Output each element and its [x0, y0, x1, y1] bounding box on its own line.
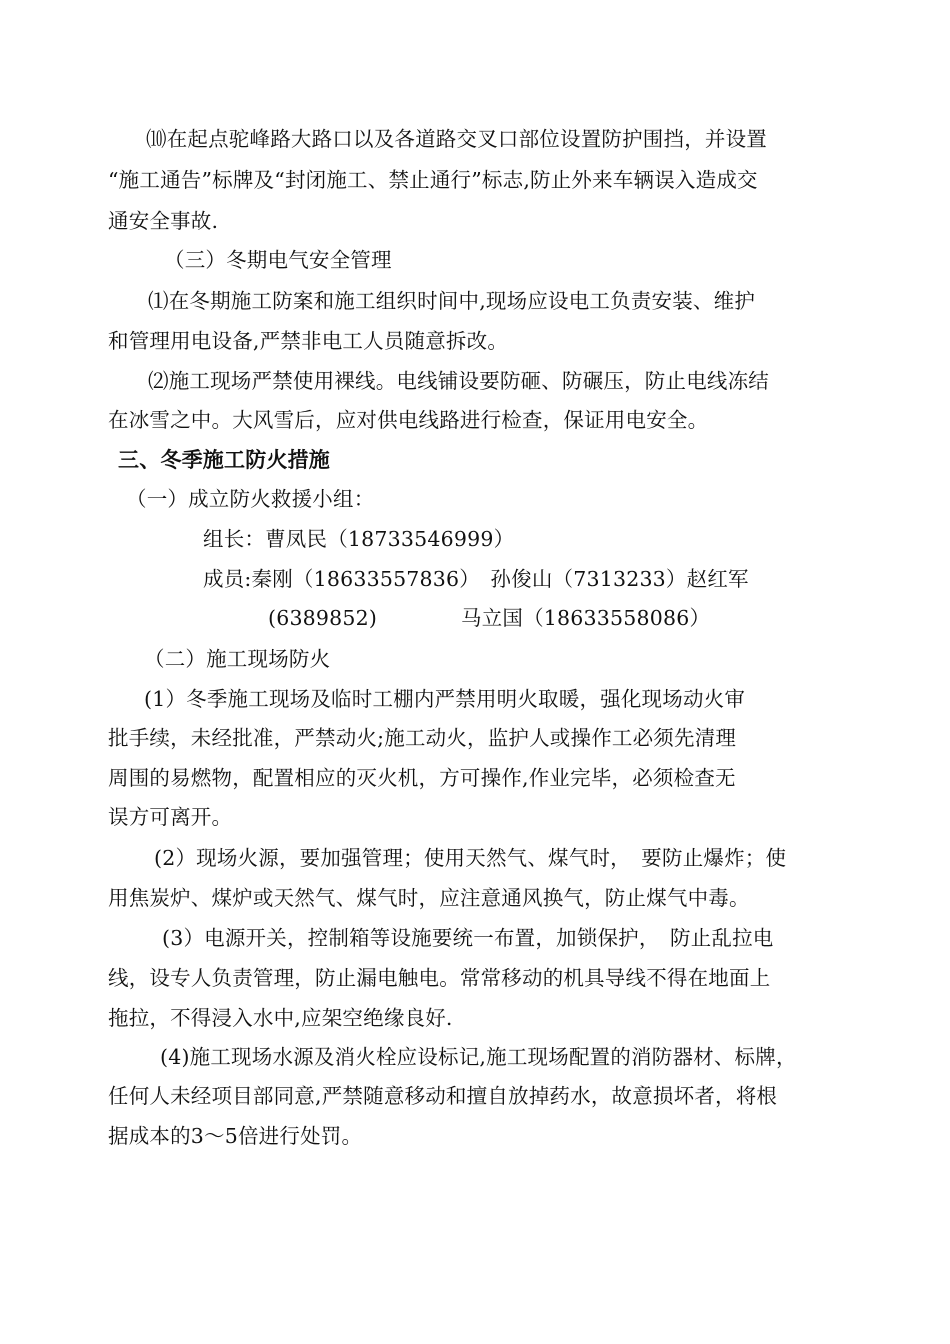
- electric-item-1-line-1: ⑴在冬期施工防案和施工组织时间中,现场应设电工负责安装、维护: [148, 289, 756, 313]
- team-members-phone: (6389852): [268, 606, 378, 630]
- fire-item-1-line-3: 周围的易燃物，配置相应的灭火机，方可操作,作业完毕，必须检查无: [108, 766, 736, 790]
- para-10-line-2: “施工通告”标牌及“封闭施工、禁止通行”标志,防止外来车辆误入造成交: [108, 168, 758, 192]
- group-2-title: （二）施工现场防火: [144, 647, 331, 671]
- fire-item-2-line-1: (2）现场火源，要加强管理；使用天然气、煤气时， 要防止爆炸；使: [154, 846, 787, 870]
- fire-item-4-line-2: 任何人未经项目部同意,严禁随意移动和擅自放掉药水，故意损坏者，将根: [108, 1084, 778, 1108]
- para-10-line-1: ⑽在起点驼峰路大路口以及各道路交叉口部位设置防护围挡，并设置: [146, 127, 767, 151]
- fire-item-1-line-2: 批手续，未经批准，严禁动火;施工动火，监护人或操作工必须先清理: [108, 726, 737, 750]
- electric-item-1-line-2: 和管理用电设备,严禁非电工人员随意拆改。: [108, 329, 509, 353]
- fire-item-4-line-3: 据成本的3～5倍进行处罚。: [108, 1124, 363, 1148]
- electric-item-2-line-2: 在冰雪之中。大风雪后，应对供电线路进行检查，保证用电安全。: [108, 408, 709, 432]
- main-heading: 三、冬季施工防火措施: [118, 448, 330, 472]
- fire-item-3-line-2: 线，设专人负责管理，防止漏电触电。常常移动的机具导线不得在地面上: [108, 966, 771, 990]
- team-leader: 组长：曹凤民（18733546999）: [203, 527, 515, 551]
- group-1-title: （一）成立防火救援小组：: [126, 487, 375, 511]
- fire-item-2-line-2: 用焦炭炉、煤炉或天然气、煤气时，应注意通风换气，防止煤气中毒。: [108, 886, 750, 910]
- fire-item-1-line-4: 误方可离开。: [108, 805, 233, 829]
- fire-item-3-line-3: 拖拉，不得浸入水中,应架空绝缘良好.: [108, 1006, 453, 1030]
- electric-item-2-line-1: ⑵施工现场严禁使用裸线。电线铺设要防砸、防碾压，防止电线冻结: [148, 369, 769, 393]
- para-10-line-3: 通安全事故.: [108, 209, 219, 233]
- team-members-line-2: 马立国（18633558086）: [461, 606, 711, 630]
- team-members-line-1: 成员:秦刚（18633557836） 孙俊山（7313233）赵红军: [203, 567, 749, 591]
- fire-item-1-line-1: (1）冬季施工现场及临时工棚内严禁用明火取暖，强化现场动火审: [144, 687, 746, 711]
- fire-item-4-line-1: (4)施工现场水源及消火栓应设标记,施工现场配置的消防器材、标牌，: [160, 1045, 797, 1069]
- section-3-title: （三）冬期电气安全管理: [164, 248, 392, 272]
- fire-item-3-line-1: (3）电源开关，控制箱等设施要统一布置，加锁保护， 防止乱拉电: [162, 926, 774, 950]
